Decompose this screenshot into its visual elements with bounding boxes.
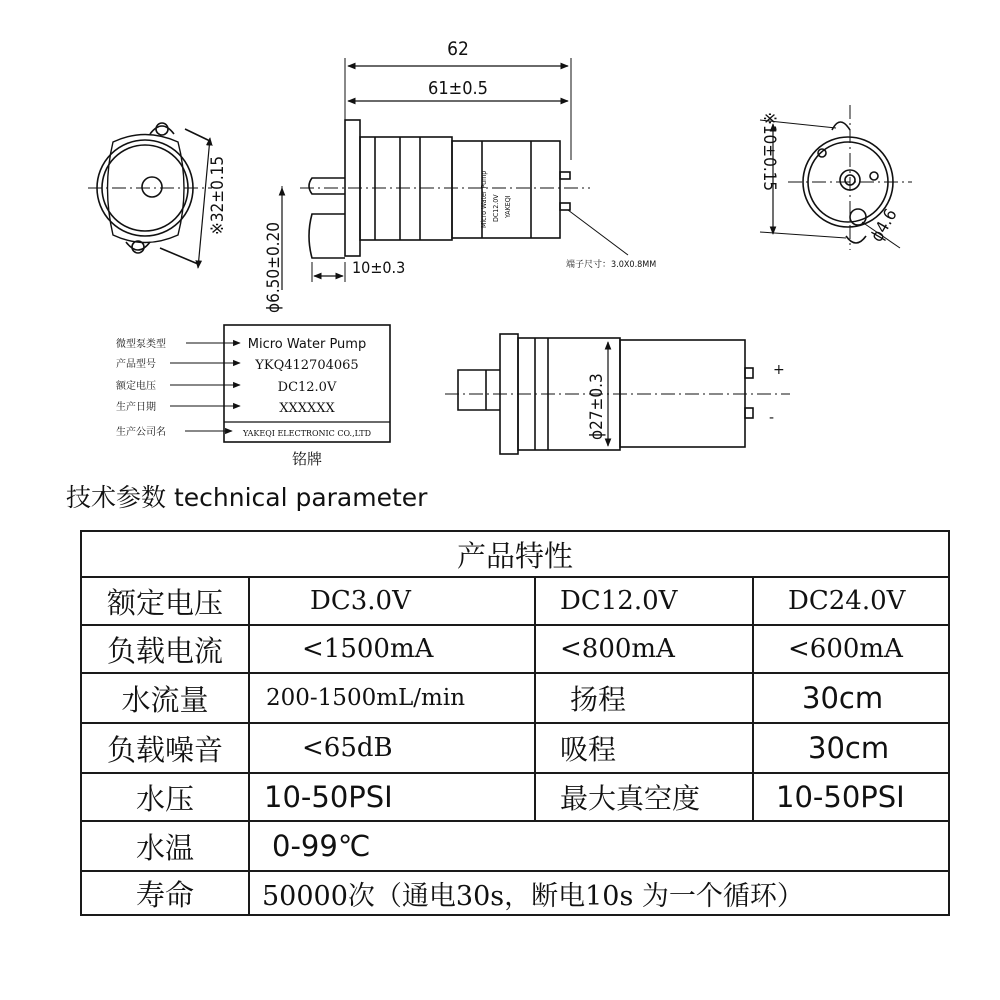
motor-label-line-2: DC12.0V [492,194,500,222]
body-diameter-label: ϕ27±0.3 [587,373,607,440]
nozzle-length-label: 10±0.3 [352,258,406,277]
outlet-offset-label: ϕ6.50±0.20 [264,222,284,313]
row-label-water-pressure: 水压 [135,781,194,816]
table-header: 产品特性 [456,538,573,573]
body-diameter-view [445,334,790,454]
body-length-label: 61±0.5 [428,78,488,99]
cell-water-pressure: 10-50PSI [264,780,393,814]
cell-lift-label: 扬程 [570,683,627,716]
nameplate-caption: 铭牌 [291,450,323,468]
cell-max-vacuum-label: 最大真空度 [560,782,701,815]
motor-body-label [480,171,512,228]
cell-suction-label: 吸程 [560,733,617,766]
terminal-size-note: 端子尺寸：3.0X0.8MM [566,260,657,270]
nameplate-value-company: YAKEQI ELECTRONIC CO.,LTD [242,429,372,438]
nameplate [116,325,390,468]
technical-drawing [0,0,1000,470]
cell-voltage-3v: DC3.0V [310,586,411,616]
row-label-rated-voltage: 额定电压 [106,585,223,620]
nameplate-label-model: 产品型号 [116,359,156,370]
row-label-load-current: 负载电流 [106,633,223,668]
nameplate-label-voltage: 额定电压 [116,381,156,392]
row-label-water-temp: 水温 [135,830,194,865]
cell-lifetime: 50000次（通电30s，断电10s 为一个循环） [262,880,804,912]
overall-length-label: 62 [447,38,469,60]
row-label-load-noise: 负载噪音 [106,732,223,767]
nameplate-value-voltage: DC12.0V [277,380,337,395]
nameplate-label-company: 生产公司名 [116,427,166,438]
motor-label-line-3: YAKEQI [504,195,512,218]
cell-suction-value: 30cm [808,731,890,765]
terminal-plus-label: + [773,362,785,378]
hole-diameter-label: ϕ4.6 [867,205,902,246]
cell-current-3v: <1500mA [302,634,434,664]
row-label-lifetime: 寿命 [135,877,194,912]
nameplate-value-date: XXXXXX [279,401,335,416]
front-view [88,123,212,268]
mount-diameter-label: ※32±0.15 [208,155,228,235]
cell-max-vacuum-value: 10-50PSI [776,780,905,814]
cell-voltage-12v: DC12.0V [560,586,678,616]
cell-flow-rate: 200-1500mL/min [266,685,466,711]
cell-current-12v: <800mA [560,634,675,664]
nameplate-value-type: Micro Water Pump [247,337,367,352]
motor-label-line-1: Micro Water Pump [480,170,488,228]
nameplate-value-model: YKQ412704065 [255,358,359,373]
shaft-spacing-label: ※10±0.15 [759,112,779,192]
cell-voltage-24v: DC24.0V [788,586,906,616]
cell-noise: <65dB [302,733,393,763]
nameplate-label-type: 微型泵类型 [116,339,166,350]
cell-current-24v: <600mA [788,634,903,664]
terminal-minus-label: - [769,410,775,426]
cell-lift-value: 30cm [802,681,884,715]
cell-water-temp: 0-99℃ [272,829,371,863]
spec-table [80,530,958,916]
row-label-flow-rate: 水流量 [121,682,209,717]
nameplate-label-date: 生产日期 [116,402,156,413]
section-title: 技术参数 technical parameter [66,483,428,512]
